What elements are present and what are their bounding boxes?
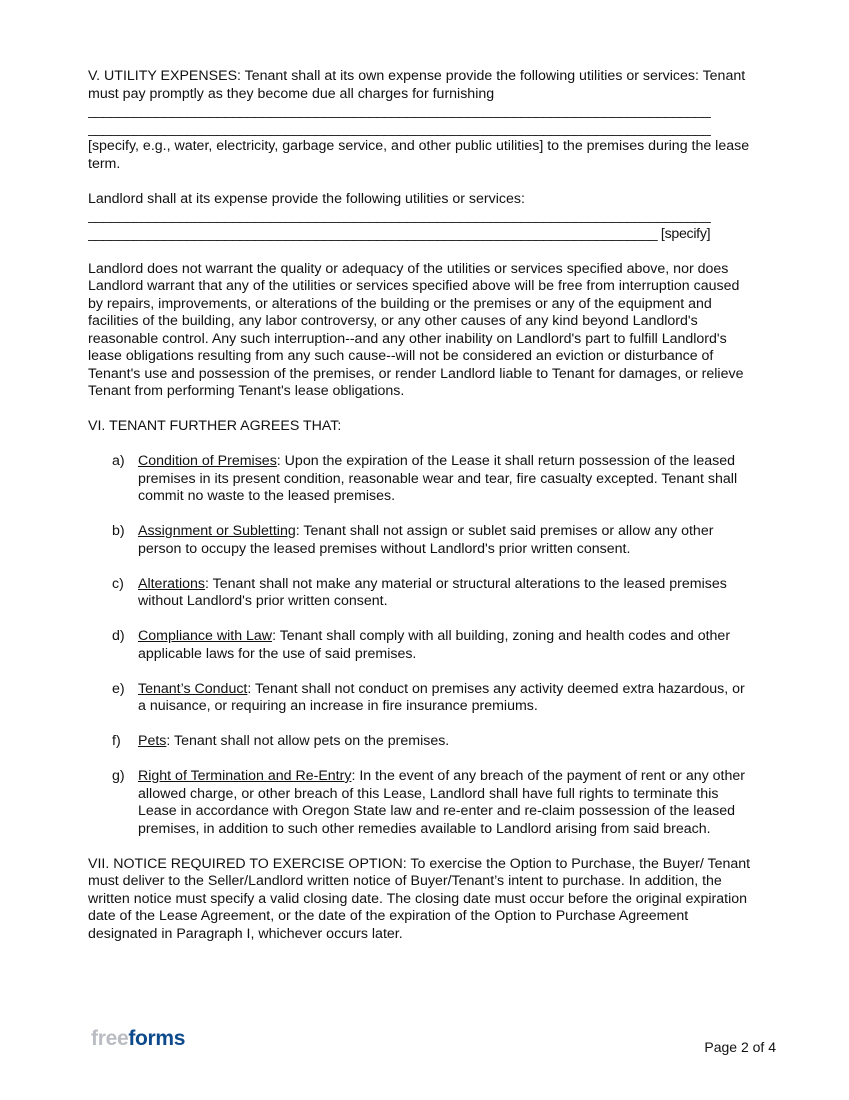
list-item-text: : Tenant shall not conduct on premises any activity deemed extra hazardous, or a nuisance, or requiring an increase in fire insurance premiums. bbox=[138, 680, 745, 714]
list-item-title: Right of Termination and Re-Entry bbox=[138, 768, 352, 784]
freeforms-logo bbox=[91, 1027, 185, 1051]
logo-free-text: free bbox=[91, 1027, 129, 1050]
list-item-title: Alterations bbox=[138, 575, 206, 592]
list-item-letter: e) bbox=[112, 680, 125, 697]
list-item bbox=[88, 768, 756, 838]
blank-line: __________________________________________________________________________________ bbox=[88, 208, 711, 224]
tenant-agreements-list bbox=[88, 453, 756, 838]
utility-expenses-continuation: [specify, e.g., water, electricity, garbage service, and other public utilities] to the premises during the lease term. bbox=[88, 138, 750, 172]
list-item-letter: d) bbox=[112, 628, 125, 644]
blank-line: __________________________________________________________________________________ bbox=[88, 120, 711, 137]
list-item bbox=[88, 681, 756, 716]
list-item-title: Condition of Premises bbox=[138, 453, 277, 469]
list-item-text: : Tenant shall not allow pets on the premises. bbox=[166, 733, 450, 749]
page-number: Page 2 of 4 bbox=[704, 1039, 776, 1055]
document-page bbox=[88, 68, 756, 943]
list-item bbox=[88, 453, 756, 506]
blank-line-specify: ___________________________________________________________________________ [specify] bbox=[88, 225, 711, 242]
landlord-utilities-paragraph: Landlord shall at its expense provide the following utilities or services: bbox=[88, 190, 525, 207]
list-item bbox=[88, 733, 756, 751]
notice-option-paragraph: VII. NOTICE REQUIRED TO EXERCISE OPTION: To exercise the Option to Purchase, the Buyer/ Tenant must deliver to the Seller/Landlord written notice of Buyer/Tenant’s intent to purchase. In addition, the written notice must specify a valid closing date. The closing date must occur before the original expiration date of the Lease Agreement, or the date of the expiration of the Option to Purchase Agreement designated in Paragraph I, whichever occurs later. bbox=[88, 855, 751, 942]
list-item-text: : Tenant shall not assign or sublet said premises or allow any other person to occupy the leased premises without Landlord's prior written consent. bbox=[138, 523, 714, 557]
list-item-title: Assignment or Subletting bbox=[138, 523, 296, 539]
list-item-letter: a) bbox=[112, 453, 125, 469]
list-item bbox=[88, 576, 756, 611]
blank-line: __________________________________________________________________________________ bbox=[88, 103, 711, 119]
utility-expenses-paragraph: V. UTILITY EXPENSES: Tenant shall at its own expense provide the following utilities or services: Tenant must pay promptly as they become due all charges for furnishing bbox=[88, 68, 746, 102]
list-item-letter: g) bbox=[112, 768, 125, 784]
landlord-warranty-paragraph: Landlord does not warrant the quality or adequacy of the utilities or services specified above, nor does Landlord warrant that any of the utilities or services specified above will be free from interruption caused by repairs, improvements, or alterations of the building or the premises or any of the equipment and facilities of the building, any labor controversy, or any other causes of any kind beyond Landlord's reasonable control. Any such interruption--and any other inability on Landlord's part to fulfill Landlord's lease obligations resulting from any such cause--will not be considered an eviction or disturbance of Tenant's use and possession of the premises, or render Landlord liable to Tenant for damages, or relieve Tenant from performing Tenant's lease obligations. bbox=[88, 260, 744, 399]
list-item bbox=[88, 628, 756, 663]
list-item-title: Pets bbox=[138, 733, 167, 749]
list-item-title: Tenant’s Conduct bbox=[138, 680, 248, 697]
list-item bbox=[88, 523, 756, 558]
logo-forms-text: forms bbox=[128, 1027, 186, 1050]
list-item-letter: b) bbox=[112, 523, 125, 539]
list-item-text: : Tenant shall comply with all building, zoning and health codes and other applicable laws for the use of said premises. bbox=[138, 628, 731, 662]
list-item-letter: f) bbox=[112, 733, 121, 749]
list-item-text: : Tenant shall not make any material or structural alterations to the leased premises without Landlord's prior written consent. bbox=[138, 575, 727, 609]
list-item-letter: c) bbox=[112, 575, 124, 592]
list-item-text: : Upon the expiration of the Lease it shall return possession of the leased premises in its present condition, reasonable wear and tear, fire casualty excepted. Tenant shall commit no waste to the leased premises. bbox=[138, 453, 738, 504]
list-item-title: Compliance with Law bbox=[138, 628, 273, 644]
list-item-text: : In the event of any breach of the payment of rent or any other allowed charge, or other breach of this Lease, Landlord shall have full rights to terminate this Lease in accordance with Oregon State law and re-enter and re-claim possession of the leased premises, in addition to such other remedies available to Landlord arising from said breach. bbox=[138, 768, 746, 837]
section-heading: VI. TENANT FURTHER AGREES THAT: bbox=[88, 418, 342, 434]
